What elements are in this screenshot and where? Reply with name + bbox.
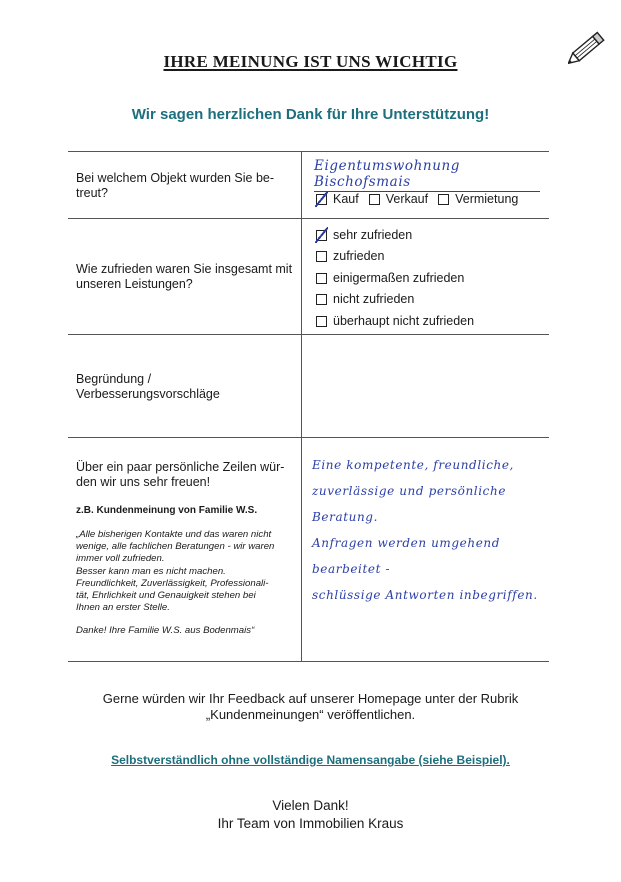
footer-thanks: Vielen Dank! Ihr Team von Immobilien Kraus bbox=[217, 798, 404, 831]
divider bbox=[68, 218, 549, 219]
example-quote: „Alle bisherigen Kontakte und das waren nicht wenige, alle fachlichen Beratungen - wir waren immer voll zufrieden. Besser kann man es nicht machen. Freundlichkeit, Zuverlässigkeit, Professionali- tät, Ehrlichkeit und Genauigkeit stehen bei Ihnen an erster Stelle. Danke! Ihre Familie W.S. aus Bodenmais“ bbox=[76, 529, 275, 637]
option-ueberhaupt-nicht: überhaupt nicht zufrieden bbox=[316, 314, 474, 328]
example-heading: z.B. Kundenmeinung von Familie W.S. bbox=[76, 505, 258, 516]
subtitle: Wir sagen herzlichen Dank für Ihre Unterstützung! bbox=[131, 106, 490, 123]
footer-note-link: Selbstverständlich ohne vollständige Namensangabe (siehe Beispiel). bbox=[111, 753, 510, 767]
checkbox-nicht-zufrieden[interactable] bbox=[316, 294, 327, 305]
option-nicht-zufrieden: nicht zufrieden bbox=[316, 292, 414, 306]
checkbox-vermietung[interactable] bbox=[438, 194, 449, 205]
divider bbox=[68, 334, 549, 335]
option-sehr-zufrieden: sehr zufrieden bbox=[316, 228, 412, 242]
divider bbox=[68, 151, 549, 152]
question-reasons: Begründung / Verbesserungsvorschläge bbox=[76, 372, 220, 401]
checkbox-einigermassen[interactable] bbox=[316, 273, 327, 284]
divider bbox=[68, 661, 549, 662]
footer-text: Gerne würden wir Ihr Feedback auf unserer Homepage unter der Rubrik „Kundenmeinungen“ veröffentlichen. bbox=[102, 691, 519, 722]
footer-note bbox=[0, 752, 621, 768]
question-personal-lines: Über ein paar persönliche Zeilen wür- den wir uns sehr freuen! bbox=[76, 460, 285, 489]
option-zufrieden: zufrieden bbox=[316, 249, 384, 263]
checkbox-sehr-zufrieden[interactable] bbox=[316, 230, 327, 241]
question-object: Bei welchem Objekt wurden Sie be- treut? bbox=[76, 171, 275, 200]
column-divider bbox=[301, 151, 302, 661]
option-einigermassen: einigermaßen zufrieden bbox=[316, 271, 464, 285]
handwritten-object: Eigentumswohnung Bischofsmais bbox=[314, 158, 540, 192]
question-satisfaction: Wie zufrieden waren Sie insgesamt mit unseren Leistungen? bbox=[76, 262, 293, 291]
page-title: IHRE MEINUNG IST UNS WICHTIG bbox=[163, 52, 458, 71]
checkbox-zufrieden[interactable] bbox=[316, 251, 327, 262]
handwritten-feedback: Eine kompetente, freundliche, zuverlässige und persönliche Beratung. Anfragen werden umgehend bearbeitet - schlüssige Antworten inbegriffen. bbox=[312, 458, 538, 602]
object-type-options: Kauf Verkauf Vermietung bbox=[316, 192, 518, 206]
divider bbox=[68, 437, 549, 438]
checkbox-kauf[interactable] bbox=[316, 194, 327, 205]
checkbox-verkauf[interactable] bbox=[369, 194, 380, 205]
checkbox-ueberhaupt-nicht[interactable] bbox=[316, 316, 327, 327]
